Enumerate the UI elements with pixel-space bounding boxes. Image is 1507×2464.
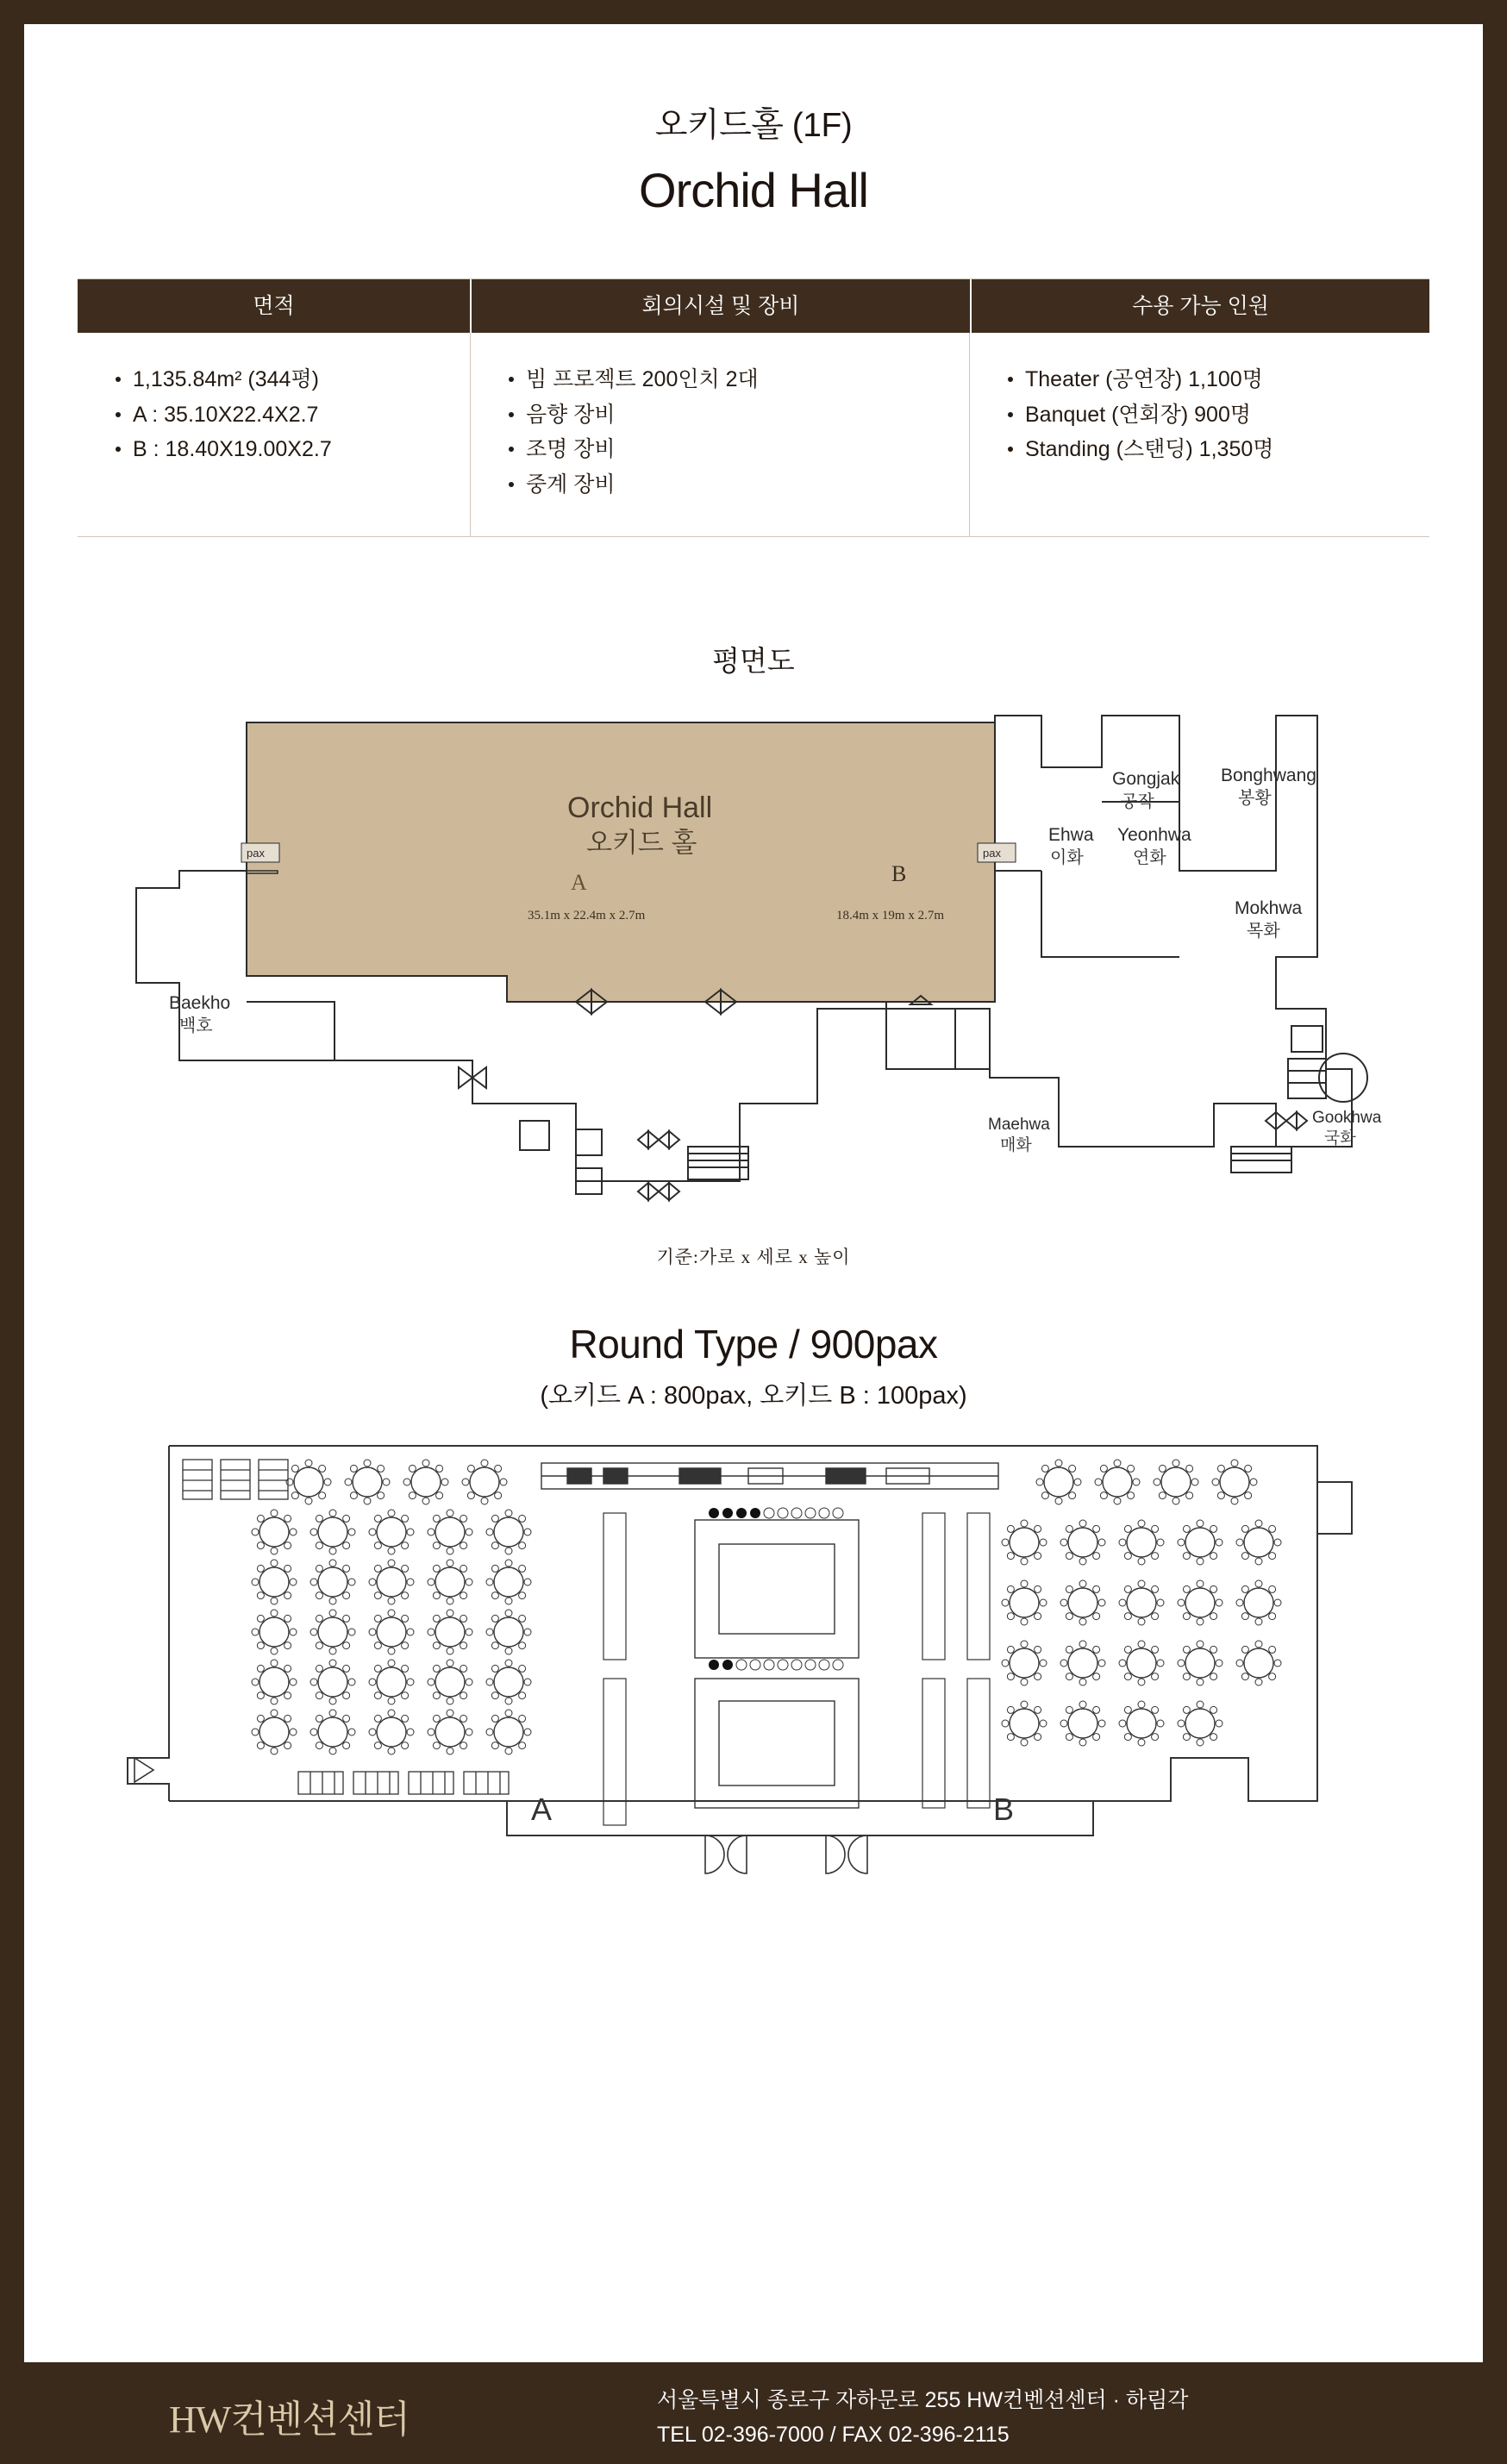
room-label-ehwa-en: Ehwa	[1048, 825, 1094, 845]
spec-cell-facility	[470, 333, 970, 536]
hall-name-en: Orchid Hall	[567, 791, 713, 824]
round-type-subtitle: (오키드 A : 800pax, 오키드 B : 100pax)	[540, 1382, 967, 1410]
svg-text:pax: pax	[983, 847, 1001, 860]
spec-table-body	[78, 333, 1429, 537]
footer-phone: TEL 02-396-7000 / FAX 02-396-2115	[657, 2423, 1010, 2447]
round-zone-a-label: A	[531, 1792, 553, 1827]
floorplan-section-title: 평면도	[712, 645, 795, 677]
room-label-mokhwa-en: Mokhwa	[1235, 898, 1303, 918]
floorplan-diagram	[24, 698, 1483, 1293]
footer-address: 서울특별시 종로구 자하문로 255 HW컨벤션센터 · 하림각	[657, 2388, 1189, 2412]
spec-col-area-header: 면적	[253, 294, 295, 318]
title-english: Orchid Hall	[639, 163, 868, 217]
room-label-yeonhwa-en: Yeonhwa	[1117, 825, 1191, 845]
room-label-gongjak-en: Gongjak	[1112, 769, 1180, 789]
pax-tag-right	[978, 843, 1016, 862]
round-type-title: Round Type / 900pax	[569, 1322, 938, 1366]
room-label-bonghwang-en: Bonghwang	[1221, 766, 1316, 785]
room-label-maehwa-ko: 매화	[1000, 1136, 1032, 1154]
pax-tag-left	[241, 843, 279, 862]
spec-table-header	[78, 279, 1429, 333]
floorplan-note: 기준:가로 x 세로 x 높이	[656, 1247, 851, 1267]
list-item: Banquet (연회장) 900명	[1006, 397, 1429, 433]
stage-strip	[541, 1463, 998, 1489]
zone-a-label: A	[571, 870, 587, 895]
round-zone-b-label: B	[993, 1792, 1015, 1827]
spec-table	[78, 278, 1429, 537]
room-label-mokhwa-ko: 목화	[1247, 922, 1280, 941]
svg-text:pax: pax	[247, 847, 265, 860]
list-item: B : 18.40X19.00X2.7	[114, 432, 470, 467]
list-item: A : 35.10X22.4X2.7	[114, 397, 470, 433]
list-item: 빔 프로젝트 200인치 2대	[507, 362, 969, 397]
left-rect-tables-bottom	[298, 1772, 509, 1794]
room-label-yeonhwa-ko: 연화	[1133, 848, 1166, 867]
list-item: 중계 장비	[507, 467, 969, 503]
zone-a-dimension: 35.1m x 22.4m x 2.7m	[528, 909, 646, 922]
round-room-outline	[128, 1446, 1352, 1835]
spec-cell-capacity	[970, 333, 1429, 536]
room-label-bonghwang-ko: 봉황	[1238, 789, 1272, 808]
left-round-tables	[252, 1460, 531, 1754]
spec-col-capacity-header: 수용 가능 인원	[970, 279, 1429, 333]
list-item: 조명 장비	[507, 432, 969, 467]
list-item: Theater (공연장) 1,100명	[1006, 362, 1429, 397]
page-canvas	[24, 24, 1483, 2386]
zone-b-label: B	[891, 861, 907, 886]
list-item: 음향 장비	[507, 397, 969, 433]
room-label-gookhwa-en: Gookhwa	[1312, 1109, 1382, 1127]
page-title	[24, 24, 1483, 218]
room-label-maehwa-en: Maehwa	[988, 1116, 1050, 1134]
footer	[0, 2362, 1507, 2464]
hall-name-ko: 오키드 홀	[586, 828, 697, 858]
zone-b-dimension: 18.4m x 19m x 2.7m	[836, 909, 945, 922]
round-layout-diagram	[24, 1430, 1483, 1930]
side-seating-banks	[603, 1513, 990, 1825]
room-label-gongjak-ko: 공작	[1121, 792, 1154, 811]
room-label-baekho-en: Baekho	[169, 993, 231, 1013]
door-symbols	[134, 1758, 867, 1873]
list-item: Standing (스탠딩) 1,350명	[1006, 432, 1429, 467]
left-rect-tables-top	[183, 1460, 288, 1499]
floorplan-svg	[24, 698, 1483, 1293]
spec-cell-area	[78, 333, 470, 536]
title-korean: 오키드홀 (1F)	[654, 107, 853, 144]
right-round-tables	[1002, 1460, 1281, 1746]
spec-col-facility-header: 회의시설 및 장비	[470, 279, 970, 333]
room-label-baekho-ko: 백호	[179, 1016, 213, 1035]
logo: HW컨벤션센터	[169, 2398, 410, 2441]
room-label-gookhwa-ko: 국화	[1324, 1129, 1356, 1148]
center-stage-blocks	[695, 1520, 859, 1808]
list-item: 1,135.84m² (344평)	[114, 362, 470, 397]
round-layout-svg	[24, 1430, 1483, 1930]
footer-contact	[657, 2383, 1188, 2452]
room-label-ehwa-ko: 이화	[1050, 848, 1084, 867]
center-table-dots	[709, 1508, 843, 1670]
